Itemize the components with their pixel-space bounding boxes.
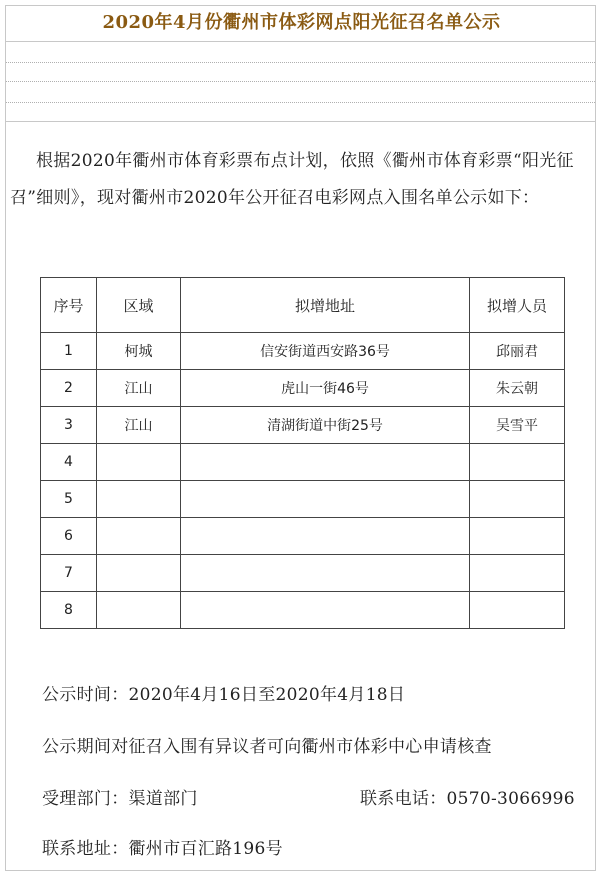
handling-department: 受理部门：渠道部门 xyxy=(42,789,198,809)
cell-index: 7 xyxy=(41,555,97,592)
divider xyxy=(6,41,595,42)
cell-address xyxy=(181,555,470,592)
table-row xyxy=(41,592,565,629)
cell-region: 江山 xyxy=(97,407,181,444)
cell-index: 2 xyxy=(41,370,97,407)
table-row xyxy=(41,481,565,518)
cell-person: 邱丽君 xyxy=(470,333,565,370)
cell-index: 6 xyxy=(41,518,97,555)
table-row xyxy=(41,333,565,370)
cell-address: 虎山一街46号 xyxy=(181,370,470,407)
cell-region: 柯城 xyxy=(97,333,181,370)
cell-address xyxy=(181,518,470,555)
table-row xyxy=(41,370,565,407)
cell-index: 3 xyxy=(41,407,97,444)
header-region: 区域 xyxy=(97,278,181,333)
table-row xyxy=(41,555,565,592)
header-index: 序号 xyxy=(41,278,97,333)
intro-paragraph: 根据2020年衢州市体育彩票布点计划，依照《衢州市体育彩票“阳光征召”细则》，现对衢州市2020年公开征召电彩网点入围名单公示如下： xyxy=(10,151,574,208)
contact-phone: 联系电话：0570-3066996 xyxy=(360,789,575,809)
cell-index: 4 xyxy=(41,444,97,481)
page-title: 2020年4月份衢州市体彩网点阳光征召名单公示 xyxy=(102,12,501,33)
cell-address xyxy=(181,481,470,518)
cell-person: 朱云朝 xyxy=(470,370,565,407)
divider xyxy=(6,81,595,82)
candidate-table xyxy=(40,277,565,629)
cell-region xyxy=(97,481,181,518)
cell-region xyxy=(97,444,181,481)
cell-person xyxy=(470,592,565,629)
cell-person xyxy=(470,444,565,481)
cell-region xyxy=(97,518,181,555)
header-person: 拟增人员 xyxy=(470,278,565,333)
objection-notice: 公示期间对征召入围有异议者可向衢州市体彩中心申请核查 xyxy=(42,737,492,757)
cell-person xyxy=(470,481,565,518)
table-row xyxy=(41,518,565,555)
cell-person xyxy=(470,518,565,555)
table-header-row xyxy=(41,278,565,333)
cell-index: 5 xyxy=(41,481,97,518)
cell-region xyxy=(97,555,181,592)
table-row xyxy=(41,407,565,444)
cell-region: 江山 xyxy=(97,370,181,407)
cell-address xyxy=(181,444,470,481)
cell-address xyxy=(181,592,470,629)
cell-person xyxy=(470,555,565,592)
cell-index: 8 xyxy=(41,592,97,629)
divider xyxy=(6,62,595,63)
divider xyxy=(6,121,595,122)
cell-address: 清湖街道中街25号 xyxy=(181,407,470,444)
table-row xyxy=(41,444,565,481)
cell-region xyxy=(97,592,181,629)
cell-person: 吴雪平 xyxy=(470,407,565,444)
cell-index: 1 xyxy=(41,333,97,370)
divider xyxy=(6,102,595,103)
header-address: 拟增地址 xyxy=(181,278,470,333)
contact-address: 联系地址：衢州市百汇路196号 xyxy=(42,839,283,859)
publicity-period: 公示时间：2020年4月16日至2020年4月18日 xyxy=(42,685,406,705)
cell-address: 信安街道西安路36号 xyxy=(181,333,470,370)
